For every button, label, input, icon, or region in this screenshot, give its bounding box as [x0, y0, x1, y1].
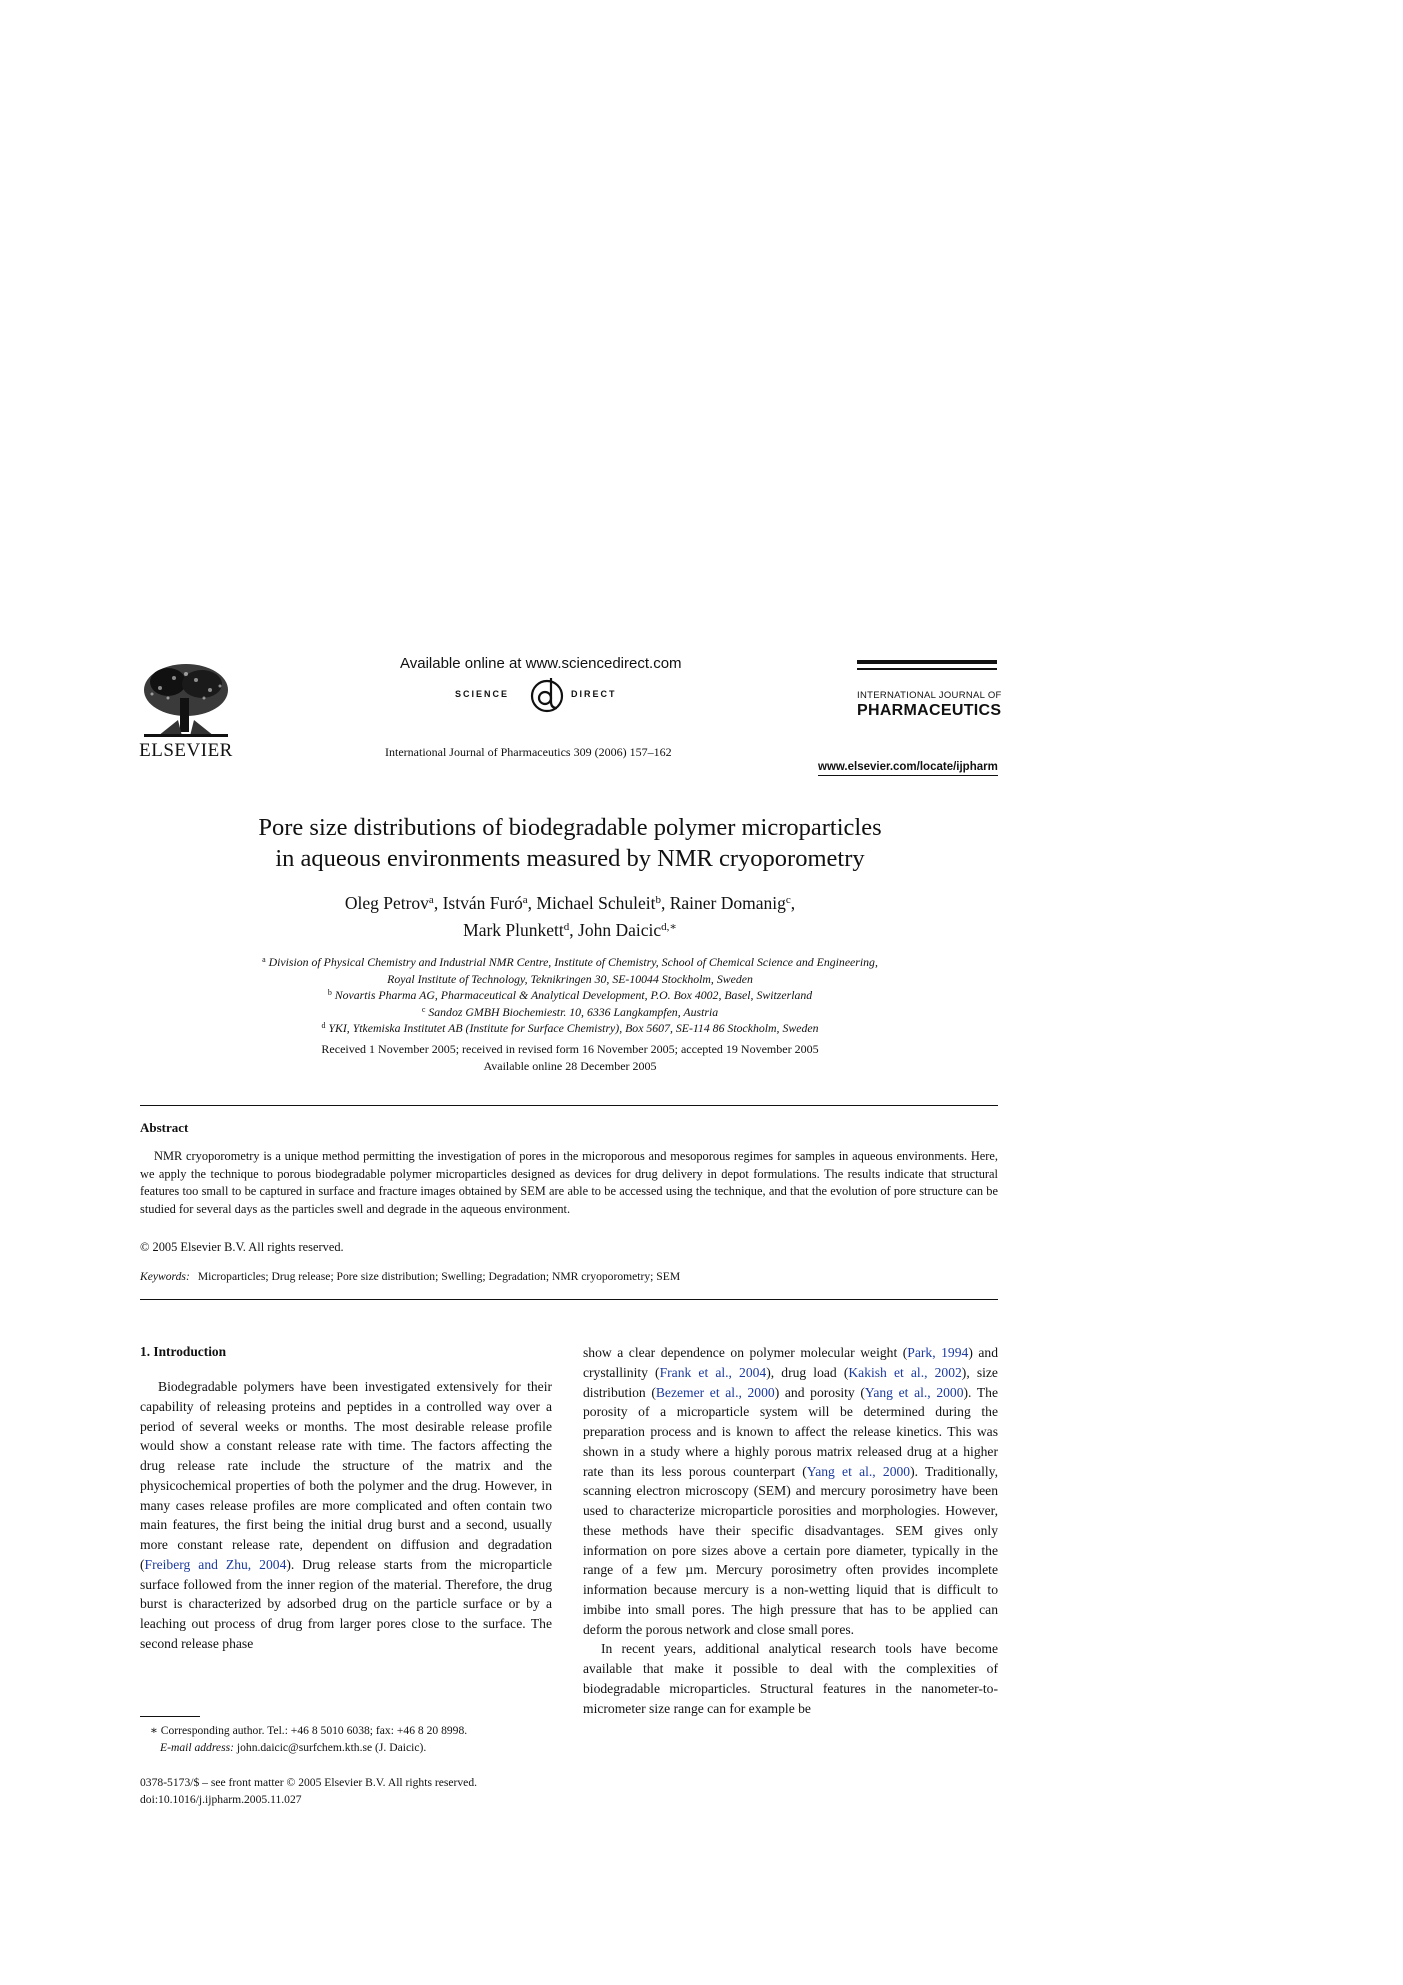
- citation-link[interactable]: Frank et al., 2004: [659, 1364, 767, 1380]
- journal-logo-rule: [857, 660, 997, 664]
- sciencedirect-at-logo-icon: [527, 674, 567, 718]
- abstract-body: NMR cryoporometry is a unique method permitting the investigation of pores in the microporous and mesoporous regimes for samples in aqueous environments. Here, we apply the technique to porous biodegradable polymer microparticles designed as devices for drug delivery in depot formulations. The results indicate that structural features too small to be captured in surface and fracture images obtained by SEM are able to be accessed using the technique, and that the evolution of pore structure can be studied for several days as the particles swell and degrade in the aqueous environment.: [140, 1149, 998, 1216]
- journal-name-line2: PHARMACEUTICS: [857, 702, 1002, 719]
- received-dates: Received 1 November 2005; received in revised form 16 November 2005; accepted 19 November 2005: [321, 1042, 819, 1056]
- affiliation-line: $^d$ YKI, Ytkemiska Institutet AB (Institute for Surface Chemistry), Box 5607, SE-114 86 Stockholm, Sweden: [321, 1021, 819, 1035]
- journal-reference: International Journal of Pharmaceutics 309 (2006) 157–162: [385, 745, 672, 759]
- author-name: Mark Plunkett: [463, 920, 564, 940]
- author-affil-mark[interactable]: c: [785, 894, 791, 906]
- author-affil-mark[interactable]: a: [428, 894, 434, 906]
- affiliations: [140, 954, 1000, 1037]
- author-affil-mark[interactable]: d,∗: [661, 921, 677, 933]
- sciencedirect-right-text: DIRECT: [571, 689, 617, 699]
- keywords-list: Microparticles; Drug release; Pore size distribution; Swelling; Degradation; NMR cryoporometry; SEM: [197, 1270, 681, 1283]
- available-online-text: Available online at www.sciencedirect.com: [400, 655, 682, 672]
- issn-line: 0378-5173/$ – see front matter © 2005 Elsevier B.V. All rights reserved.: [140, 1776, 478, 1789]
- abstract-copyright: © 2005 Elsevier B.V. All rights reserved.: [140, 1240, 344, 1254]
- abstract-bottom-rule: [140, 1299, 998, 1300]
- abstract-top-rule: [140, 1105, 998, 1106]
- abstract-heading: Abstract: [140, 1120, 189, 1135]
- corresponding-author-footnote: [140, 1722, 467, 1756]
- intro-right-column: [583, 1343, 998, 1718]
- journal-url-rule: [818, 775, 998, 776]
- title-line1: Pore size distributions of biodegradable polymer microparticles: [258, 814, 882, 841]
- front-matter: [140, 1774, 477, 1808]
- footnote-contact: ∗ Corresponding author. Tel.: +46 8 5010 6038; fax: +46 8 20 8998.: [150, 1724, 468, 1737]
- article-title: [140, 812, 1000, 874]
- author-name: István Furó: [442, 893, 523, 913]
- keywords-label: Keywords:: [140, 1270, 190, 1283]
- doi-line[interactable]: doi:10.1016/j.ijpharm.2005.11.027: [140, 1793, 302, 1806]
- journal-url-link[interactable]: www.elsevier.com/locate/ijpharm: [818, 761, 998, 773]
- citation-link[interactable]: Bezemer et al., 2000: [655, 1384, 775, 1400]
- footnote-email-line: [140, 1739, 467, 1756]
- affiliation-line: Royal Institute of Technology, Teknikringen 30, SE-10044 Stockholm, Sweden: [387, 971, 753, 986]
- footnote-rule: [140, 1716, 200, 1717]
- citation-link[interactable]: Freiberg and Zhu, 2004: [144, 1556, 287, 1572]
- author-name: Rainer Domanig: [669, 893, 786, 913]
- journal-logo-rule-thin: [857, 668, 997, 670]
- available-online-date: Available online 28 December 2005: [483, 1059, 657, 1073]
- affiliation-line: $^a$ Division of Physical Chemistry and Industrial NMR Centre, Institute of Chemistry, School of Chemical Science and Engineering,: [262, 955, 878, 969]
- email-address[interactable]: john.daicic@surfchem.kth.se (J. Daicic).: [236, 1741, 427, 1754]
- section-heading-introduction: 1. Introduction: [140, 1344, 227, 1359]
- affiliation-line: $^c$ Sandoz GMBH Biochemiestr. 10, 6336 Langkampfen, Austria: [421, 1004, 719, 1019]
- email-label: E-mail address:: [160, 1741, 234, 1754]
- citation-link[interactable]: Park, 1994: [907, 1345, 969, 1360]
- intro-paragraph: In recent years, additional analytical research tools have become available that make it possible to deal with the complexities of biodegradable microparticles. Structural features in the nanometer-to-micrometer size range can for example be: [583, 1641, 998, 1716]
- author-affil-mark[interactable]: a: [522, 894, 528, 906]
- author-affil-mark[interactable]: b: [655, 894, 661, 906]
- affiliation-line: $^b$ Novartis Pharma AG, Pharmaceutical & Analytical Development, P.O. Box 4002, Basel, Switzerland: [327, 988, 813, 1002]
- journal-name-line1: INTERNATIONAL JOURNAL OF: [857, 690, 1002, 701]
- author-name: John Daicic: [578, 920, 662, 940]
- author-affil-mark[interactable]: d: [563, 921, 570, 933]
- citation-link[interactable]: Yang et al., 2000: [806, 1463, 911, 1479]
- article-dates: [140, 1041, 1000, 1075]
- title-line2: in aqueous environments measured by NMR cryoporometry: [275, 845, 865, 872]
- intro-paragraph: show a clear dependence on polymer molecular weight (Park, 1994) and crystallinity (Frank et al., 2004), drug load (Kakish et al., 2002), size distribution (Bezemer et al., 2000) and porosity (Yang et al., 2000). The porosity of a microparticle system will be determined during the preparation process and is known to affect the release kinetics. This was shown in a study where a highly porous matrix released drug at a higher rate than its less porous counterpart (Yang et al., 2000). Traditionally, scanning electron microscopy (SEM) and mercury porosimetry have been used to characterize microparticle porosities and morphologies. However, these methods have their specific disadvantages. SEM gives only information on pore sizes above a certain pore diameter, typically in the range of a few µm. Mercury porosimetry often provides incomplete information because mercury is a non-wetting liquid that is difficult to imbibe into small pores. The high pressure that has to be applied can deform the porous network and close small pores.: [583, 1345, 998, 1637]
- author-name: Michael Schuleit: [536, 893, 656, 913]
- sciencedirect-left-text: SCIENCE: [455, 689, 510, 699]
- author-name: Oleg Petrov: [344, 893, 429, 913]
- citation-link[interactable]: Yang et al., 2000: [864, 1384, 964, 1400]
- author-list: Oleg Petrov$^a$, István Furó$^a$, Michael Schuleit$^b$, Rainer Domanig$^c$, Mark Plunkett$^d$, John Daicic$^{d,∗}$: [344, 893, 796, 940]
- keywords: [140, 1270, 680, 1283]
- publisher-name: ELSEVIER: [139, 740, 233, 761]
- citation-link[interactable]: Kakish et al., 2002: [848, 1364, 962, 1380]
- intro-left-column: Biodegradable polymers have been investigated extensively for their capability of releasing proteins and peptides in a controlled way over a period of several weeks or months. The most desirable release profile would show a constant release rate with time. The factors affecting the drug release rate include the structure of the matrix and the physicochemical properties of both the polymer and the drug. However, in many cases release profiles are more complicated and often contain two main features, the first being the initial drug burst and a second, usually more constant release rate, dependent on diffusion and degradation (Freiberg and Zhu, 2004). Drug release starts from the microparticle surface followed from the inner region of the material. Therefore, the drug burst is characterized by adsorbed drug on the particle surface or by a leaching out process of drug from larger pores close to the surface. The second release phase: [140, 1379, 552, 1651]
